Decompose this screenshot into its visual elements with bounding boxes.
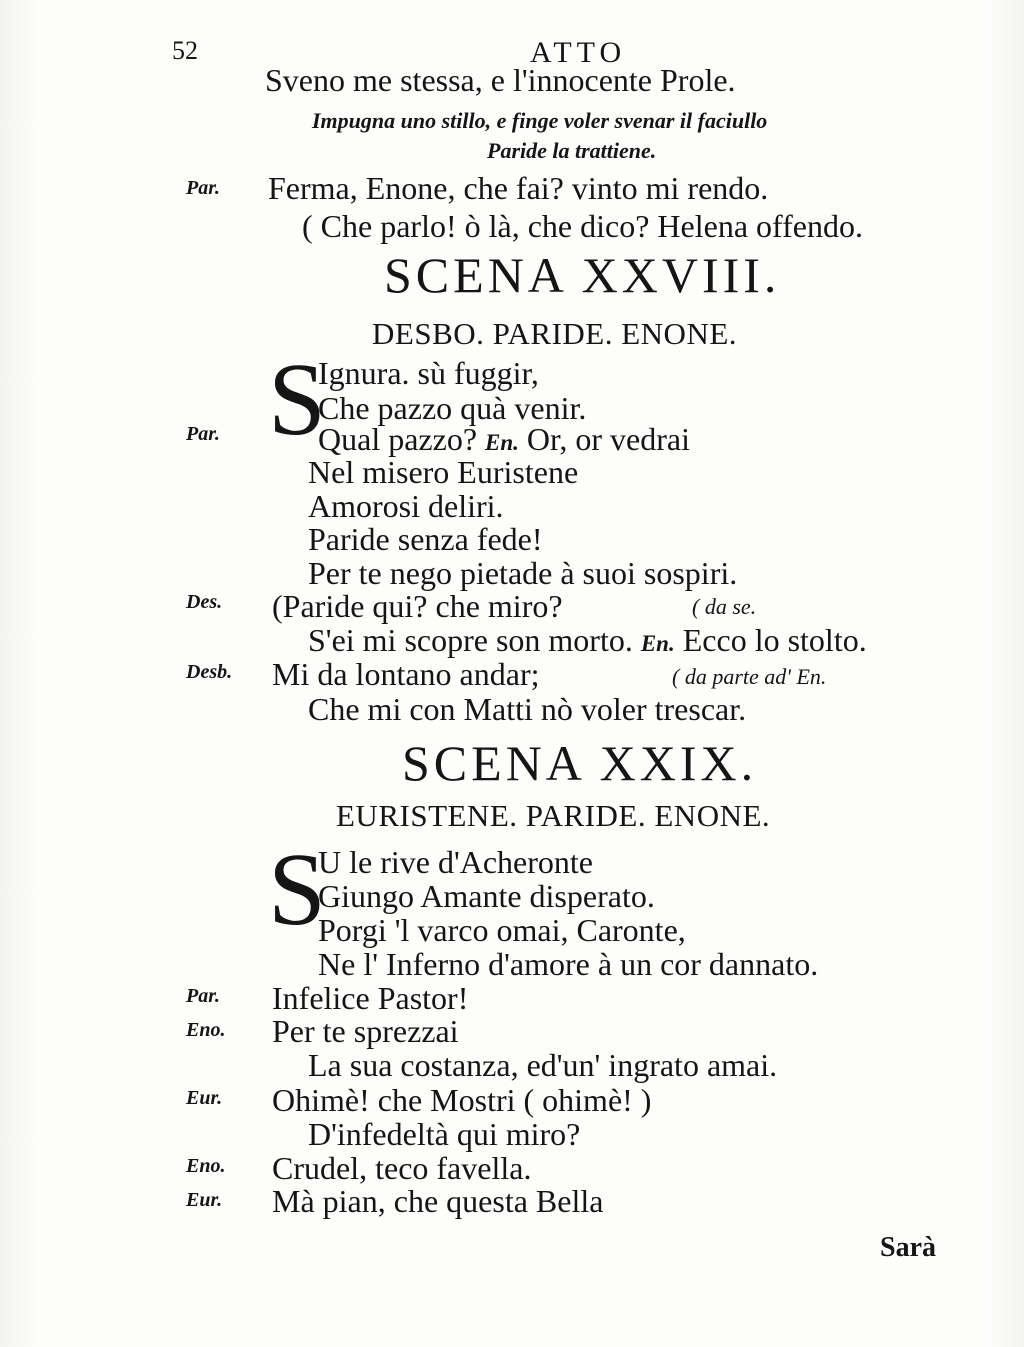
verse-line: U le rive d'Acheronte: [318, 844, 593, 880]
running-head: ATTO: [530, 36, 627, 69]
verse-line: Sveno me stessa, e l'innocente Prole.: [265, 62, 736, 98]
verse-line: Ne l' Inferno d'amore à un cor dannato.: [318, 946, 819, 982]
speaker-label: Par.: [186, 177, 220, 199]
speaker-label: Eno.: [186, 1019, 226, 1041]
verse-line: [318, 423, 690, 455]
stage-direction: Impugna uno stillo, e finge voler svenar il faciullo: [312, 108, 768, 133]
verse-line: Paride senza fede!: [308, 521, 543, 557]
speaker-label: Par.: [186, 985, 220, 1007]
page-number: 52: [172, 36, 198, 65]
verse-line: Mi da lontano andar;: [272, 656, 540, 692]
verse-line: Infelice Pastor!: [272, 980, 469, 1016]
inline-speaker: En.: [640, 631, 675, 656]
speaker-label: Par.: [186, 423, 220, 445]
scene-title: SCENA XXVIII.: [384, 247, 781, 303]
verse-text: Qual pazzo?: [318, 421, 478, 457]
verse-line: Che pazzo quà venir.: [318, 390, 587, 426]
verse-text: Ecco lo stolto.: [682, 622, 867, 658]
verse-line: [308, 624, 867, 656]
scene-characters: EURISTENE. PARIDE. ENONE.: [336, 798, 771, 833]
verse-text: Or, or vedrai: [526, 421, 690, 457]
verse-line: La sua costanza, ed'un' ingrato amai.: [308, 1047, 778, 1083]
speaker-label: Eur.: [186, 1189, 223, 1211]
verse-line: Per te sprezzai: [272, 1013, 459, 1049]
scene-characters: DESBO. PARIDE. ENONE.: [372, 316, 738, 351]
speaker-label: Desb.: [186, 661, 233, 683]
catchword: Sarà: [880, 1232, 936, 1263]
stage-direction: Paride la trattiene.: [487, 138, 657, 163]
aside-direction: ( da se.: [692, 594, 757, 619]
speaker-label: Eur.: [186, 1087, 223, 1109]
verse-line: Ohimè! che Mostri ( ohimè! ): [272, 1082, 652, 1118]
verse-line: Mà pian, che questa Bella: [272, 1183, 604, 1219]
verse-line: Ignura. sù fuggir,: [318, 355, 539, 391]
verse-line: Giungo Amante disperato.: [318, 878, 655, 914]
scene-title: SCENA XXIX.: [402, 735, 758, 791]
speaker-label: Des.: [186, 591, 223, 613]
verse-line: (Paride qui? che miro?: [272, 588, 563, 624]
verse-line: ( Che parlo! ò là, che dico? Helena offendo.: [302, 208, 863, 244]
verse-line: Che mi con Matti nò voler trescar.: [308, 691, 747, 727]
aside-direction: ( da parte ad' En.: [672, 664, 827, 689]
speaker-label: Eno.: [186, 1155, 226, 1177]
verse-line: Porgi 'l varco omai, Caronte,: [318, 912, 686, 948]
verse-line: Per te nego pietade à suoi sospiri.: [308, 555, 738, 591]
drop-cap: S: [268, 832, 326, 947]
verse-line: Crudel, teco favella.: [272, 1150, 532, 1186]
verse-line: Nel misero Euristene: [308, 454, 579, 490]
inline-speaker: En.: [485, 430, 519, 455]
verse-line: Ferma, Enone, che fai? vinto mi rendo.: [268, 170, 769, 206]
verse-text: S'ei mi scopre son morto.: [308, 622, 633, 658]
verse-line: D'infedeltà qui miro?: [308, 1116, 581, 1152]
verse-line: Amorosi deliri.: [308, 488, 504, 524]
drop-cap: S: [268, 342, 326, 457]
